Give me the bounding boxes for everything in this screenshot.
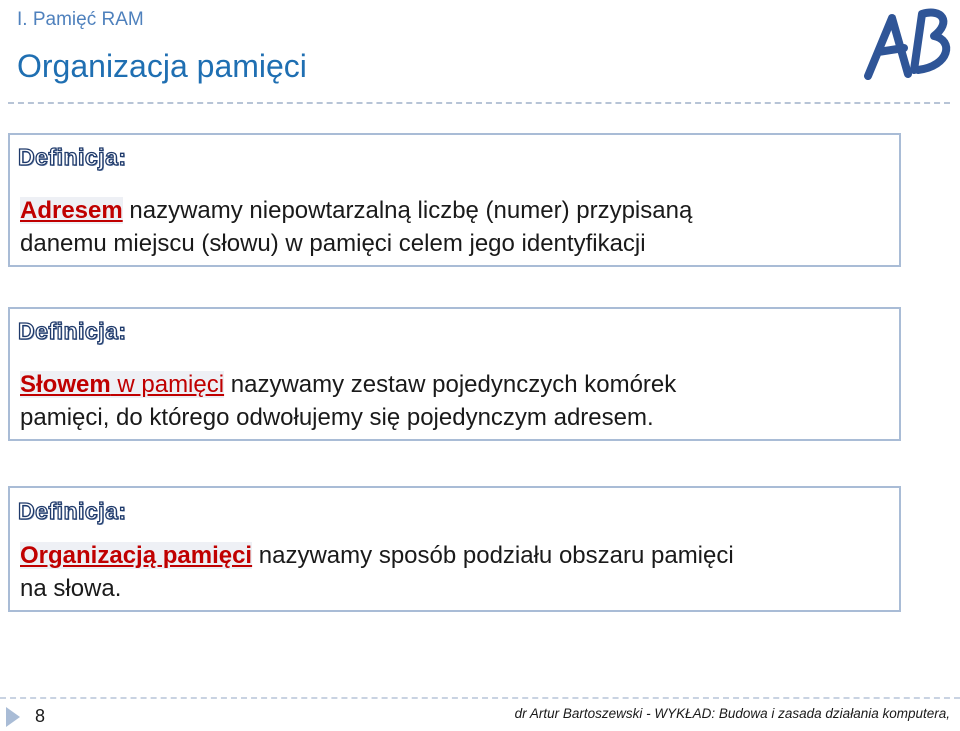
- section-label: I. Pamięć RAM: [17, 9, 144, 30]
- header-divider: [8, 102, 950, 104]
- definition-text: [20, 194, 891, 260]
- definition-text-line2: danemu miejscu (słowu) w pamięci celem jego identyfikacji: [20, 230, 646, 257]
- slide-title: Organizacja pamięci: [17, 48, 307, 84]
- definition-text: [20, 539, 891, 605]
- definition-text-line1: nazywamy zestaw pojedynczych komórek: [224, 371, 677, 398]
- defined-term: Organizacją pamięci: [20, 542, 253, 569]
- definition-text: [20, 368, 891, 434]
- defined-term-rest: w pamięci: [110, 371, 225, 398]
- definition-text-line2: pamięci, do którego odwołujemy się pojedynczym adresem.: [20, 404, 654, 431]
- definition-text-line2: na słowa.: [20, 575, 122, 602]
- definition-box-word: [8, 307, 901, 441]
- definition-label: Definicja:: [18, 144, 127, 170]
- defined-term: Adresem: [20, 197, 123, 224]
- definition-box-organization: [8, 486, 901, 612]
- page-arrow-icon: [6, 707, 20, 727]
- definition-text-line1: nazywamy sposób podziału obszaru pamięci: [252, 542, 734, 569]
- definition-text-line1: nazywamy niepowtarzalną liczbę (numer) przypisaną: [122, 197, 693, 224]
- footer-text: dr Artur Bartoszewski - WYKŁAD: Budowa i zasada działania komputera,: [514, 706, 950, 721]
- definition-label: Definicja:: [18, 318, 127, 344]
- defined-term-bold: Słowem: [20, 371, 111, 398]
- author-logo: [858, 4, 956, 84]
- definition-box-address: [8, 133, 901, 267]
- page-number: 8: [35, 706, 46, 726]
- definition-label: Definicja:: [18, 498, 127, 524]
- footer-divider: [0, 697, 960, 699]
